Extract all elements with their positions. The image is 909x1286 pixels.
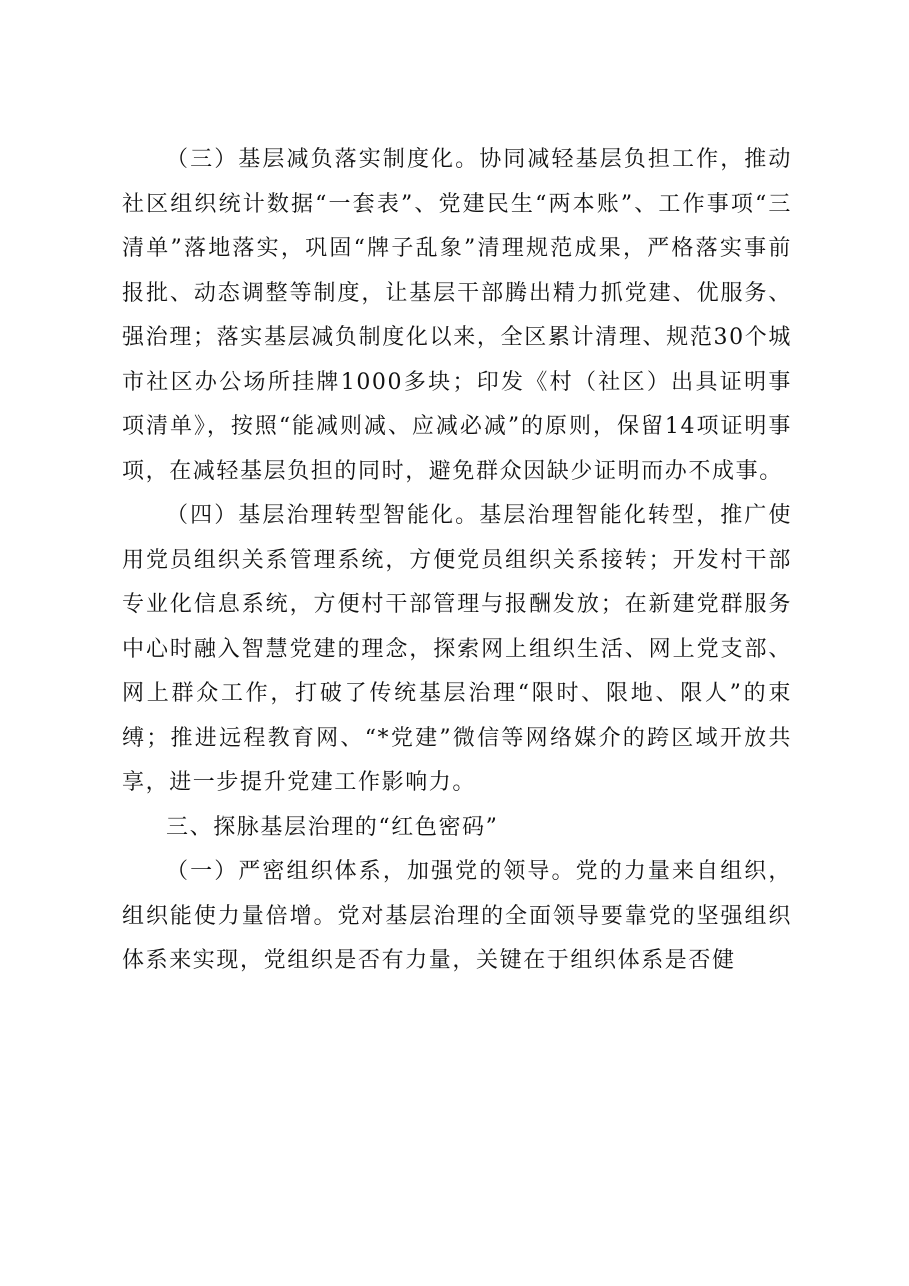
section-heading-red-code: 三、探脉基层治理的“红色密码” — [166, 814, 499, 840]
document-body — [122, 138, 792, 984]
paragraph-smart-governance: （四）基层治理转型智能化。基层治理智能化转型，推广使用党员组织关系管理系统，方便党员组织关系接转；开发村干部专业化信息系统，方便村干部管理与报酬发放；在新建党群服务中心时融入智慧党建的理念，探索网上组织生活、网上党支部、网上群众工作，打破了传统基层治理“限时、限地、限人”的束缚；推进远程教育网、“*党建”微信等网络媒介的跨区域开放共享，进一步提升党建工作影响力。 — [122, 503, 792, 795]
paragraph-burden-reduction: （三）基层减负落实制度化。协同减轻基层负担工作，推动社区组织统计数据“一套表”、党建民生“两本账”、工作事项“三清单”落地落实，巩固“牌子乱象”清理规范成果，严格落实事前报批、动态调整等制度，让基层干部腾出精力抓党建、优服务、强治理；落实基层减负制度化以来，全区累计清理、规范30个城市社区办公场所挂牌1000多块；印发《村（社区）出具证明事项清单》，按照“能减则减、应减必减”的原则，保留14项证明事项，在减轻基层负担的同时，避免群众因缺少证明而办不成事。 — [122, 147, 792, 484]
paragraph-organization-system: （一）严密组织体系，加强党的领导。党的力量来自组织，组织能使力量倍增。党对基层治理的全面领导要靠党的坚强组织体系来实现，党组织是否有力量，关键在于组织体系是否健 — [122, 859, 792, 973]
